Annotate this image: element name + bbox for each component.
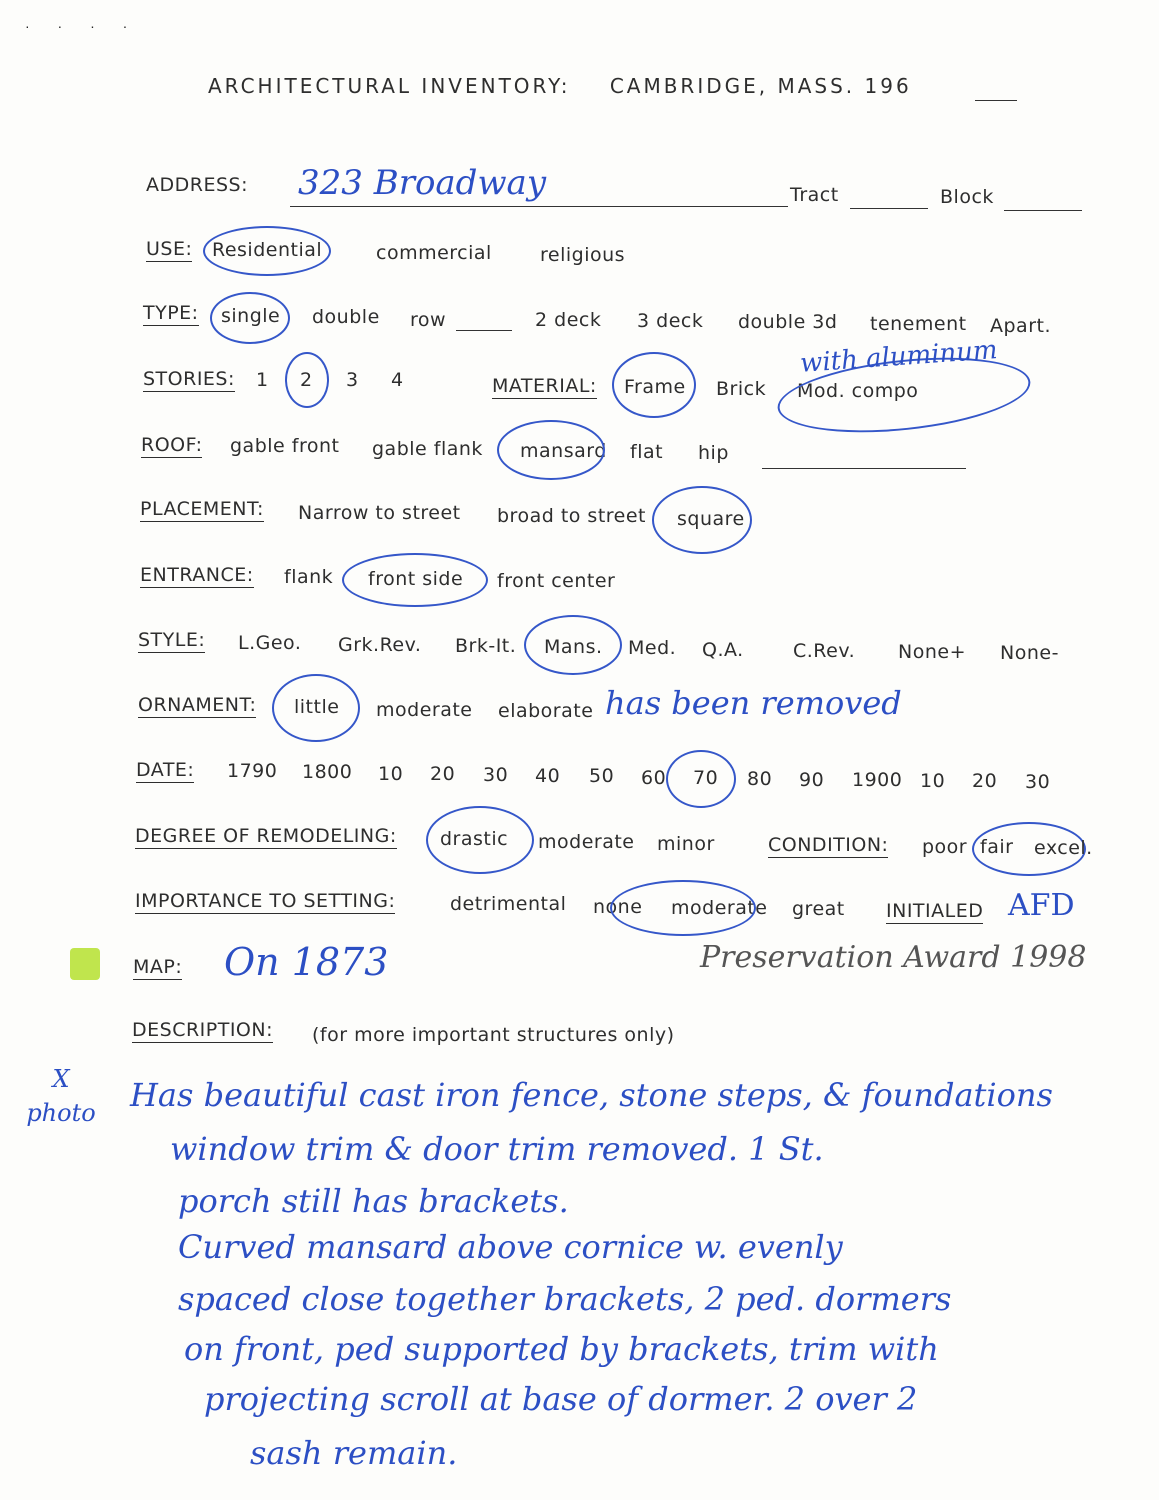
date-option-50: 50	[589, 765, 615, 787]
material-option-modcompo: Mod. compo	[797, 380, 919, 402]
type-option-double3d: double 3d	[738, 311, 838, 333]
type-row-blank	[456, 330, 512, 331]
stories-option-2: 2	[300, 369, 313, 391]
ornament-option-moderate: moderate	[376, 699, 473, 721]
importance-option-detrimental: detrimental	[450, 893, 567, 915]
type-selected-ring	[210, 292, 290, 344]
importance-option-great: great	[792, 898, 845, 920]
block-label: Block	[940, 186, 994, 208]
date-option-10b: 10	[920, 770, 946, 792]
type-label: TYPE:	[143, 302, 199, 324]
type-option-single: single	[221, 305, 281, 327]
type-option-row: row	[410, 309, 447, 331]
initialed-label: INITIALED	[886, 900, 984, 922]
date-option-60: 60	[641, 767, 667, 789]
condition-label: CONDITION:	[768, 834, 889, 856]
placement-option-broad: broad to street	[497, 505, 647, 527]
material-option-frame: Frame	[624, 376, 686, 398]
year-blank	[975, 100, 1017, 101]
roof-option-gableflank: gable flank	[372, 438, 483, 460]
ornament-option-elaborate: elaborate	[498, 700, 594, 722]
entrance-label: ENTRANCE:	[140, 564, 254, 586]
roof-selected-ring	[497, 420, 605, 480]
stories-label: STORIES:	[143, 368, 235, 390]
style-option-noneminus: None-	[1000, 642, 1059, 664]
roof-option-gablefront: gable front	[230, 435, 340, 457]
type-option-3deck: 3 deck	[637, 310, 704, 332]
importance-option-none: none	[593, 896, 643, 918]
use-selected-ring	[203, 226, 331, 276]
description-line-4: Curved mansard above cornice w. evenly	[178, 1228, 843, 1266]
description-hint: (for more important structures only)	[312, 1024, 675, 1046]
ornament-note: has been removed	[605, 684, 902, 722]
importance-option-moderate: moderate	[671, 897, 768, 919]
material-label: MATERIAL:	[492, 375, 597, 397]
stories-option-1: 1	[256, 369, 269, 391]
initialed-value: AFD	[1008, 888, 1075, 923]
ornament-selected-ring	[272, 674, 360, 742]
date-option-40: 40	[535, 765, 561, 787]
description-label: DESCRIPTION:	[132, 1019, 274, 1041]
style-option-qa: Q.A.	[702, 639, 744, 661]
map-label: MAP:	[133, 956, 183, 978]
entrance-option-frontside: front side	[368, 568, 464, 590]
type-option-double: double	[312, 306, 380, 328]
material-frame-ring	[612, 352, 696, 418]
date-option-30b: 30	[1025, 771, 1051, 793]
tract-blank	[850, 208, 928, 209]
block-blank	[1004, 210, 1082, 211]
remodeling-label: DEGREE OF REMODELING:	[135, 825, 397, 847]
use-label: USE:	[146, 238, 193, 260]
roof-other-blank	[762, 468, 966, 469]
style-option-noneplus: None+	[898, 641, 966, 663]
style-option-crev: C.Rev.	[793, 640, 856, 662]
date-option-30a: 30	[483, 764, 509, 786]
address-label: ADDRESS:	[146, 174, 248, 196]
use-option-religious: religious	[540, 244, 626, 266]
style-option-brkit: Brk-It.	[455, 635, 517, 657]
style-selected-ring	[524, 615, 622, 675]
date-option-1800: 1800	[302, 761, 353, 783]
condition-option-excel: excel.	[1034, 837, 1093, 859]
roof-option-flat: flat	[630, 441, 664, 463]
remodeling-selected-ring	[426, 806, 534, 874]
date-option-1790: 1790	[227, 760, 278, 782]
date-option-70: 70	[693, 767, 719, 789]
title-text: ARCHITECTURAL INVENTORY:	[208, 74, 571, 98]
tract-label: Tract	[790, 184, 839, 206]
style-label: STYLE:	[138, 629, 206, 651]
placement-option-square: square	[677, 508, 745, 530]
entrance-option-flank: flank	[284, 566, 334, 588]
condition-option-fair: fair	[980, 836, 1014, 858]
form-title	[208, 74, 912, 98]
description-line-7: projecting scroll at base of dormer. 2 over 2	[204, 1380, 918, 1418]
type-option-2deck: 2 deck	[535, 309, 602, 331]
style-option-med: Med.	[628, 637, 677, 659]
ornament-label: ORNAMENT:	[138, 694, 257, 716]
photo-margin-note: X photo	[26, 1065, 96, 1127]
address-line	[290, 206, 788, 207]
roof-label: ROOF:	[141, 434, 203, 456]
stories-option-3: 3	[346, 369, 359, 391]
importance-label: IMPORTANCE TO SETTING:	[135, 890, 396, 912]
placement-label: PLACEMENT:	[140, 498, 264, 520]
remodeling-option-moderate: moderate	[538, 831, 635, 853]
importance-selected-ring	[610, 880, 756, 936]
date-option-1900: 1900	[852, 769, 903, 791]
style-option-lgeo: L.Geo.	[238, 632, 302, 654]
description-line-8: sash remain.	[250, 1434, 458, 1472]
corner-marks: · · · ·	[25, 18, 140, 34]
ornament-option-little: little	[294, 696, 340, 718]
type-option-tenement: tenement	[870, 313, 967, 335]
stories-selected-ring	[285, 352, 329, 408]
date-option-10a: 10	[378, 763, 404, 785]
entrance-option-frontcenter: front center	[497, 570, 616, 592]
placement-selected-ring	[652, 486, 752, 554]
map-value: On 1873	[224, 940, 389, 984]
type-option-apart: Apart.	[990, 315, 1052, 337]
roof-option-hip: hip	[698, 442, 729, 464]
roof-option-mansard: mansard	[520, 440, 607, 462]
description-line-6: on front, ped supported by brackets, trim with	[184, 1330, 939, 1368]
use-option-commercial: commercial	[376, 242, 492, 264]
remodeling-option-drastic: drastic	[440, 828, 509, 850]
highlight-stamp	[70, 948, 100, 980]
description-line-5: spaced close together brackets, 2 ped. dormers	[178, 1280, 952, 1318]
placement-option-narrow: Narrow to street	[298, 502, 461, 524]
description-line-2: window trim & door trim removed. 1 St.	[170, 1130, 824, 1168]
date-selected-ring	[666, 750, 736, 808]
use-option-residential: Residential	[212, 239, 323, 261]
remodeling-option-minor: minor	[657, 833, 715, 855]
description-line-1: Has beautiful cast iron fence, stone steps, & foundations	[130, 1076, 1053, 1114]
style-option-mans: Mans.	[544, 636, 603, 658]
date-option-20a: 20	[430, 763, 456, 785]
stories-option-4: 4	[391, 369, 404, 391]
material-option-brick: Brick	[716, 378, 767, 400]
description-line-3: porch still has brackets.	[178, 1182, 569, 1220]
title-place: CAMBRIDGE, MASS. 196	[609, 74, 912, 98]
entrance-selected-ring	[342, 553, 488, 607]
date-option-90: 90	[799, 769, 825, 791]
date-option-80: 80	[747, 768, 773, 790]
preservation-award-note: Preservation Award 1998	[700, 940, 1087, 975]
condition-option-poor: poor	[922, 836, 968, 858]
address-value: 323 Broadway	[298, 163, 547, 203]
date-option-20b: 20	[972, 770, 998, 792]
material-note: with aluminum	[799, 335, 999, 379]
date-label: DATE:	[136, 759, 195, 781]
style-option-grkrev: Grk.Rev.	[338, 634, 422, 656]
